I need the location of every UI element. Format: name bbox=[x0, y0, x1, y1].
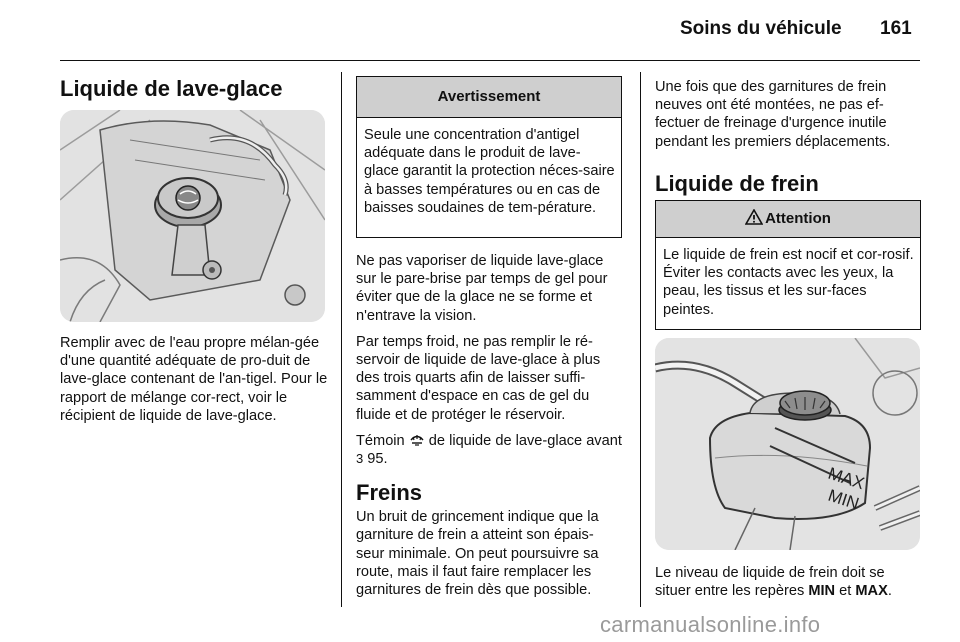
cold-weather-paragraph: Par temps froid, ne pas remplir le ré-servoir de liquide de lave-glace à plus des trois quarts afin de laisser suffi-samment d'espace en cas de gel du fluide et de protéger le réservoir. bbox=[356, 333, 601, 423]
washer-indicator-icon bbox=[409, 432, 425, 447]
indicator-text-start: Témoin bbox=[356, 432, 405, 449]
min-label: MIN bbox=[808, 583, 836, 600]
warning-box-text: Seule une concentration d'antigel adéquate dans le produit de lave-glace garantit la protection néces-saire à basses températures ou en cas de baisses soudaines de tem-pérature. bbox=[364, 127, 615, 216]
max-label: MAX bbox=[855, 583, 888, 600]
column-divider-1 bbox=[341, 72, 342, 607]
section-heading-brakes: Freins bbox=[356, 480, 423, 506]
attention-box-text: Le liquide de frein est nocif et cor-rosif. Éviter les contacts avec les yeux, la peau, les tissus et les sur-faces peintes. bbox=[663, 247, 914, 318]
column-1 bbox=[60, 76, 328, 102]
brake-fluid-reservoir-illustration bbox=[655, 338, 920, 550]
warning-box bbox=[356, 76, 622, 238]
section-heading-washer-fluid: Liquide de lave-glace bbox=[60, 76, 283, 101]
indicator-paragraph bbox=[356, 432, 622, 468]
no-spray-paragraph: Ne pas vaporiser de liquide lave-glace sur le pare-brise par temps de gel pour éviter que de la glace ne se forme et n'entrave la vision. bbox=[356, 253, 608, 324]
warning-box-title: Avertissement bbox=[357, 77, 621, 118]
page-reference-number: 95. bbox=[367, 451, 388, 468]
indicator-text-end: de liquide de lave-glace avant bbox=[428, 432, 622, 449]
warning-triangle-icon bbox=[745, 209, 763, 225]
brakes-paragraph: Un bruit de grincement indique que la garniture de frein a atteint son épais-seur minimale. On peut poursuivre sa route, mais il faut faire remplacer les garnitures de frein dès que possible. bbox=[356, 509, 599, 599]
page-number: 161 bbox=[880, 18, 912, 39]
section-heading-brake-fluid: Liquide de frein bbox=[655, 170, 819, 196]
washer-reservoir-illustration bbox=[60, 110, 325, 322]
column-1-text bbox=[60, 334, 328, 433]
and-text: et bbox=[839, 583, 852, 600]
header-divider bbox=[60, 60, 920, 61]
page-reference-arrow: 3 bbox=[356, 451, 364, 467]
column-3-text-top bbox=[655, 78, 923, 197]
attention-box-header bbox=[656, 201, 920, 238]
attention-box bbox=[655, 200, 921, 330]
page-header-title: Soins du véhicule bbox=[680, 18, 842, 39]
column-2-text bbox=[356, 252, 622, 607]
column-3-text-bottom bbox=[655, 564, 923, 608]
brake-fluid-level-paragraph bbox=[655, 564, 923, 600]
level-text: Le niveau de liquide de frein doit se situer entre les repères bbox=[655, 565, 885, 600]
column-divider-2 bbox=[640, 72, 641, 607]
min-mark-label: MIN bbox=[825, 485, 862, 514]
new-pads-paragraph: Une fois que des garnitures de frein neuves ont été montées, ne pas ef-fectuer de freinage d'urgence inutile pendant les premiers déplacements. bbox=[655, 79, 891, 150]
max-mark-label: MAX bbox=[825, 463, 867, 494]
attention-box-title: Attention bbox=[765, 210, 831, 227]
washer-fluid-paragraph: Remplir avec de l'eau propre mélan-gée d'une quantité adéquate de pro-duit de lave-glace contenant de l'an-tigel. Pour le rapport de mélange cor-rect, voir le récipient de liquide de lave-glace. bbox=[60, 335, 328, 424]
site-watermark: carmanualsonline.info bbox=[600, 612, 821, 637]
level-text-end: . bbox=[887, 583, 892, 600]
